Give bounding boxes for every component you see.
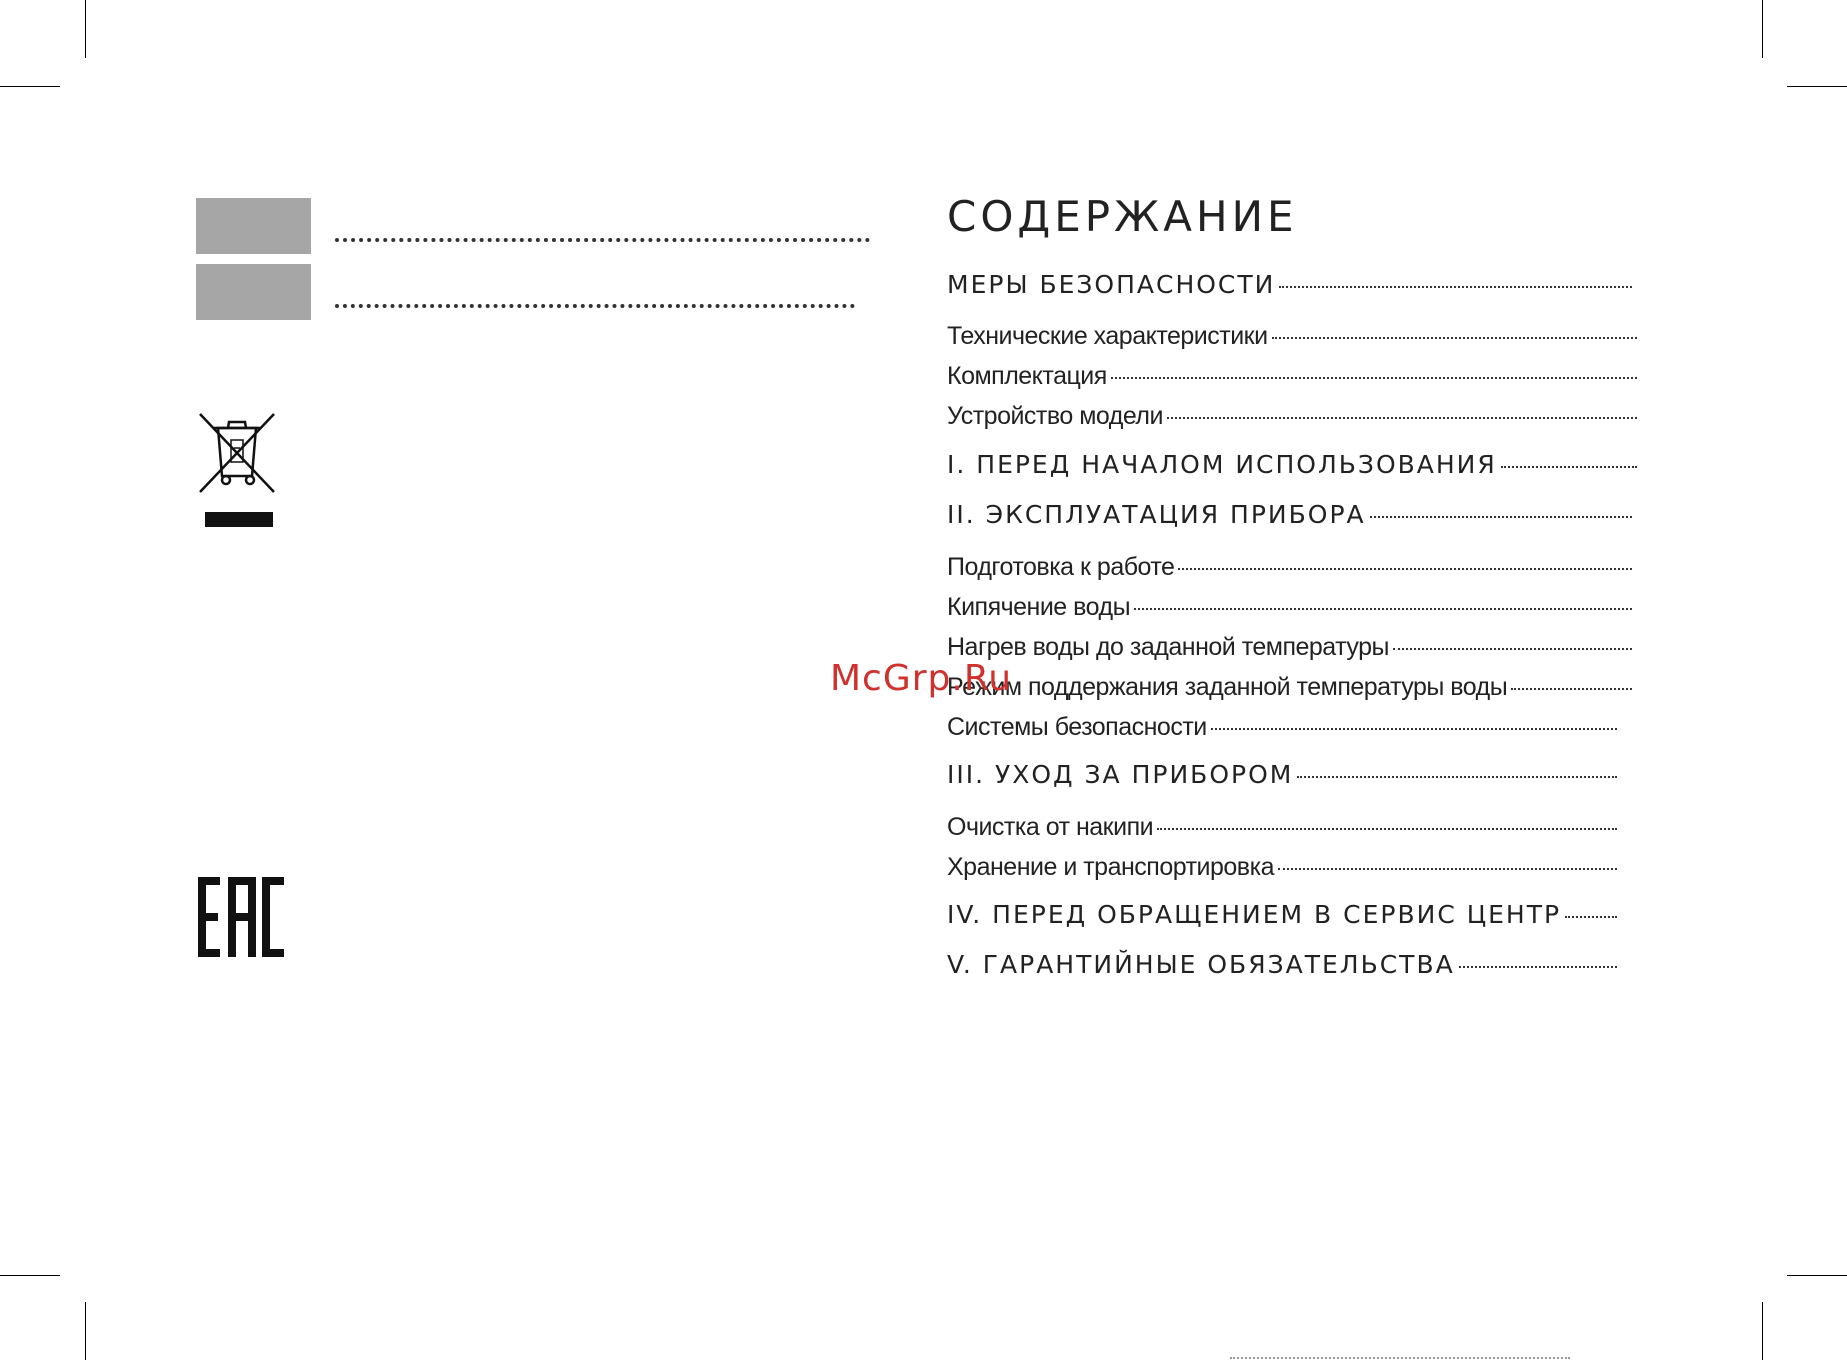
toc-entry-label: III. УХОД ЗА ПРИБОРОМ bbox=[947, 760, 1294, 789]
toc-entry[interactable] bbox=[947, 450, 1637, 479]
toc-entry[interactable] bbox=[947, 813, 1617, 842]
eac-mark bbox=[196, 875, 286, 960]
dot-leader bbox=[1501, 466, 1637, 468]
language-swatch bbox=[196, 264, 311, 320]
toc-entry[interactable] bbox=[947, 760, 1617, 789]
toc-entry[interactable] bbox=[947, 322, 1637, 351]
crop-mark bbox=[0, 86, 60, 87]
crop-mark bbox=[1762, 1302, 1763, 1360]
toc-title: СОДЕРЖАНИЕ bbox=[947, 192, 1298, 241]
dot-leader bbox=[1157, 828, 1617, 830]
toc-entry[interactable] bbox=[947, 900, 1617, 929]
dot-leader bbox=[1565, 916, 1617, 918]
crop-mark bbox=[1787, 1275, 1847, 1276]
toc-entry-label: Устройство модели bbox=[947, 402, 1163, 430]
toc-entry-label: Системы безопасности bbox=[947, 713, 1207, 741]
dot-leader bbox=[1211, 728, 1617, 730]
dot-leader bbox=[1511, 688, 1632, 690]
crossed-out-wheelie-bin-icon bbox=[196, 410, 278, 530]
toc-entry-label: Хранение и транспортировка bbox=[947, 853, 1274, 881]
toc-entry-label: Нагрев воды до заданной температуры bbox=[947, 633, 1389, 661]
language-row bbox=[196, 264, 876, 320]
crop-mark bbox=[85, 0, 86, 58]
language-row bbox=[196, 198, 876, 254]
crop-mark bbox=[0, 1275, 60, 1276]
toc-entry[interactable] bbox=[947, 950, 1617, 979]
toc-entry-label: I. ПЕРЕД НАЧАЛОМ ИСПОЛЬЗОВАНИЯ bbox=[947, 450, 1497, 479]
toc-entry[interactable] bbox=[947, 402, 1637, 431]
dot-leader bbox=[1297, 776, 1617, 778]
dot-leader bbox=[1134, 608, 1632, 610]
watermark: McGrp.Ru bbox=[830, 658, 1013, 699]
toc-entry[interactable] bbox=[947, 362, 1637, 391]
toc-entry[interactable] bbox=[947, 673, 1632, 702]
toc-entry[interactable] bbox=[947, 593, 1632, 622]
crop-mark bbox=[1787, 86, 1847, 87]
dot-leader bbox=[1278, 868, 1617, 870]
toc-entry-label: Кипячение воды bbox=[947, 593, 1131, 621]
crop-mark bbox=[85, 1302, 86, 1360]
toc-entry-label: II. ЭКСПЛУАТАЦИЯ ПРИБОРА bbox=[947, 500, 1366, 529]
toc-entry-label: Режим поддержания заданной температуры воды bbox=[947, 673, 1508, 701]
toc-entry-label: Технические характеристики bbox=[947, 322, 1268, 350]
dot-leader bbox=[1370, 516, 1632, 518]
dot-leader bbox=[335, 238, 870, 242]
toc-entry[interactable] bbox=[947, 633, 1632, 662]
toc-entry-label: Очистка от накипи bbox=[947, 813, 1154, 841]
dot-leader bbox=[1279, 286, 1632, 288]
toc-entry-label: МЕРЫ БЕЗОПАСНОСТИ bbox=[947, 270, 1276, 299]
toc-entry[interactable] bbox=[947, 500, 1632, 529]
dot-leader bbox=[1111, 377, 1637, 379]
toc-entry-label: Подготовка к работе bbox=[947, 553, 1175, 581]
dot-leader bbox=[335, 304, 855, 308]
toc-entry[interactable] bbox=[947, 713, 1617, 742]
dot-leader bbox=[1167, 417, 1637, 419]
toc-entry-label: V. ГАРАНТИЙНЫЕ ОБЯЗАТЕЛЬСТВА bbox=[947, 950, 1455, 979]
dot-leader bbox=[1272, 337, 1637, 339]
dot-leader bbox=[1178, 568, 1632, 570]
toc-entry[interactable] bbox=[947, 270, 1632, 299]
dot-leader bbox=[1393, 648, 1632, 650]
toc-entry-label: Комплектация bbox=[947, 362, 1107, 390]
language-swatch bbox=[196, 198, 311, 254]
toc-entry-label: IV. ПЕРЕД ОБРАЩЕНИЕМ В СЕРВИС ЦЕНТР bbox=[947, 900, 1562, 929]
crop-mark bbox=[1762, 0, 1763, 58]
toc-entry[interactable] bbox=[947, 553, 1632, 582]
dot-leader bbox=[1459, 966, 1617, 968]
toc-entry[interactable] bbox=[947, 853, 1617, 882]
